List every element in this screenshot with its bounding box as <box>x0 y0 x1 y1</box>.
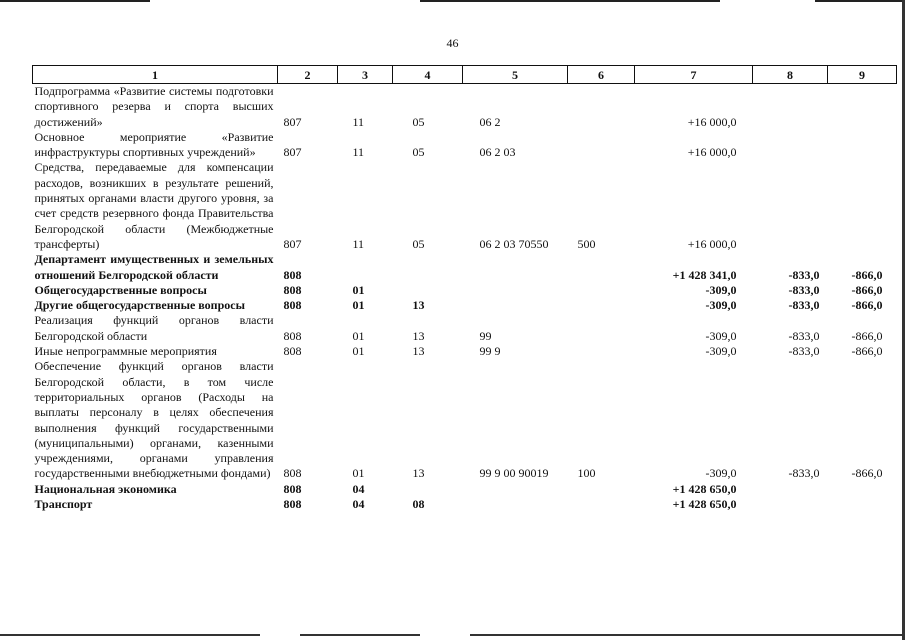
row-section-code: 11 <box>352 145 365 160</box>
row-section-code: 01 <box>352 298 365 313</box>
table-row <box>33 359 897 481</box>
row-section-code: 01 <box>352 328 365 343</box>
row-subsection-code: 05 <box>412 236 425 251</box>
header-col-6: 6 <box>568 66 635 84</box>
row-amount-current-year: -309,0 <box>705 344 737 359</box>
row-name: Департамент имущественных и земельных отношений Белгородской области <box>34 252 274 282</box>
row-expense-type <box>568 344 635 359</box>
row-amount-second-year: -866,0 <box>851 328 883 343</box>
row-amount-second-year: -866,0 <box>851 466 883 481</box>
row-target-article <box>463 283 568 298</box>
header-col-4: 4 <box>393 66 463 84</box>
top-scan-edge <box>0 0 905 3</box>
table-header-row <box>33 66 897 84</box>
row-grbs-code: 808 <box>283 267 302 282</box>
row-amount-second-year <box>828 497 897 512</box>
row-amount-second-year: -866,0 <box>851 298 883 313</box>
row-amount-next-year: -833,0 <box>788 328 820 343</box>
table-row <box>33 313 897 344</box>
row-expense-type <box>568 84 635 130</box>
row-expense-type <box>568 482 635 497</box>
row-name: Реализация функций органов власти Белгородской области <box>34 313 274 343</box>
row-amount-second-year <box>828 482 897 497</box>
row-name: Другие общегосударственные вопросы <box>34 298 245 313</box>
row-target-article: 06 2 03 70550 <box>479 236 549 251</box>
row-name: Национальная экономика <box>34 481 177 496</box>
row-subsection-code <box>393 482 463 497</box>
row-amount-next-year <box>753 130 828 161</box>
row-subsection-code: 13 <box>412 344 425 359</box>
header-col-3: 3 <box>338 66 393 84</box>
row-subsection-code <box>393 252 463 283</box>
header-col-9: 9 <box>828 66 897 84</box>
row-amount-second-year: -866,0 <box>851 267 883 282</box>
table-row <box>33 344 897 359</box>
row-amount-second-year <box>828 160 897 252</box>
row-section-code: 01 <box>352 344 365 359</box>
row-subsection-code: 13 <box>412 298 425 313</box>
row-amount-current-year: +1 428 341,0 <box>672 267 737 282</box>
row-subsection-code: 13 <box>412 328 425 343</box>
row-amount-current-year: +16 000,0 <box>687 236 737 251</box>
row-amount-current-year: +16 000,0 <box>687 145 737 160</box>
row-amount-next-year: -833,0 <box>788 344 820 359</box>
row-name: Основное мероприятие «Развитие инфраструктуры спортивных учреждений» <box>34 129 274 160</box>
row-grbs-code: 808 <box>283 298 302 313</box>
page-number: 46 <box>446 36 459 50</box>
row-name: Обеспечение функций органов власти Белгородской области, в том числе территориальных органов (Расходы на выплаты персоналу в целях обеспечения выполнения функций государственными (муниципальными) органами, казенными учреждениями, органами управления государственными внебюджетными фондами) <box>34 359 274 481</box>
row-grbs-code: 808 <box>283 328 302 343</box>
row-amount-next-year: -833,0 <box>788 466 820 481</box>
row-name: Подпрограмма «Развитие системы подготовки спортивного резерва и спорта высших достижений» <box>34 84 274 129</box>
row-target-article: 99 9 00 90019 <box>479 466 549 481</box>
header-col-1: 1 <box>33 66 278 84</box>
row-expense-type <box>568 283 635 298</box>
row-expense-type: 100 <box>577 466 596 481</box>
row-name: Средства, передаваемые для компенсации расходов, возникших в результате решений, принятых органами власти другого уровня, за счет средств резервного фонда Правительства Белгородской области (Межбюджетные трансферты) <box>34 160 274 251</box>
row-amount-current-year: -309,0 <box>705 466 737 481</box>
row-section-code: 04 <box>352 497 365 512</box>
row-expense-type: 500 <box>577 236 596 251</box>
row-subsection-code: 08 <box>412 497 425 512</box>
bottom-scan-edge <box>0 634 905 637</box>
header-col-2: 2 <box>278 66 338 84</box>
row-name: Иные непрограммные мероприятия <box>34 344 217 359</box>
row-section-code: 01 <box>352 466 365 481</box>
row-grbs-code: 807 <box>283 145 302 160</box>
row-grbs-code: 808 <box>283 282 302 297</box>
row-amount-next-year <box>753 84 828 130</box>
row-amount-current-year: -309,0 <box>705 298 737 313</box>
row-amount-next-year <box>753 482 828 497</box>
row-subsection-code: 05 <box>412 145 425 160</box>
row-name: Общегосударственные вопросы <box>34 282 207 297</box>
row-section-code <box>338 252 393 283</box>
table-row <box>33 283 897 298</box>
table-row <box>33 130 897 161</box>
row-amount-second-year <box>828 84 897 130</box>
row-grbs-code: 808 <box>283 466 302 481</box>
row-grbs-code: 808 <box>283 344 302 359</box>
row-subsection-code <box>393 283 463 298</box>
table-row <box>33 84 897 130</box>
row-amount-second-year: -866,0 <box>851 344 883 359</box>
row-target-article: 06 2 03 <box>479 145 516 160</box>
table-row <box>33 497 897 512</box>
row-expense-type <box>568 298 635 313</box>
row-expense-type <box>568 313 635 344</box>
row-target-article <box>463 497 568 512</box>
row-amount-current-year: +1 428 650,0 <box>672 481 737 496</box>
row-subsection-code: 05 <box>412 114 425 129</box>
row-expense-type <box>568 252 635 283</box>
row-amount-current-year: +1 428 650,0 <box>672 497 737 512</box>
row-expense-type <box>568 497 635 512</box>
row-subsection-code: 13 <box>412 466 425 481</box>
row-section-code: 01 <box>352 282 365 297</box>
table-row <box>33 298 897 313</box>
row-amount-next-year <box>753 497 828 512</box>
row-amount-second-year <box>828 130 897 161</box>
row-target-article: 06 2 <box>479 114 501 129</box>
table-row <box>33 252 897 283</box>
budget-table <box>32 65 897 512</box>
row-amount-current-year: -309,0 <box>705 328 737 343</box>
header-col-7: 7 <box>635 66 753 84</box>
row-expense-type <box>568 130 635 161</box>
row-grbs-code: 807 <box>283 236 302 251</box>
row-amount-next-year: -833,0 <box>788 282 820 297</box>
header-col-5: 5 <box>463 66 568 84</box>
row-target-article <box>463 298 568 313</box>
row-target-article: 99 <box>479 328 492 343</box>
row-amount-next-year <box>753 160 828 252</box>
row-amount-next-year: -833,0 <box>788 298 820 313</box>
row-grbs-code: 807 <box>283 114 302 129</box>
row-target-article <box>463 252 568 283</box>
table-row <box>33 160 897 252</box>
row-amount-second-year: -866,0 <box>851 282 883 297</box>
row-name: Транспорт <box>34 497 93 512</box>
row-grbs-code: 808 <box>283 497 302 512</box>
header-col-8: 8 <box>753 66 828 84</box>
row-amount-current-year: +16 000,0 <box>687 114 737 129</box>
row-section-code: 04 <box>352 481 365 496</box>
row-target-article <box>463 482 568 497</box>
row-target-article: 99 9 <box>479 344 501 359</box>
row-section-code: 11 <box>352 114 365 129</box>
row-amount-current-year: -309,0 <box>705 282 737 297</box>
row-grbs-code: 808 <box>283 481 302 496</box>
row-section-code: 11 <box>352 236 365 251</box>
table-row <box>33 482 897 497</box>
row-amount-next-year: -833,0 <box>788 267 820 282</box>
